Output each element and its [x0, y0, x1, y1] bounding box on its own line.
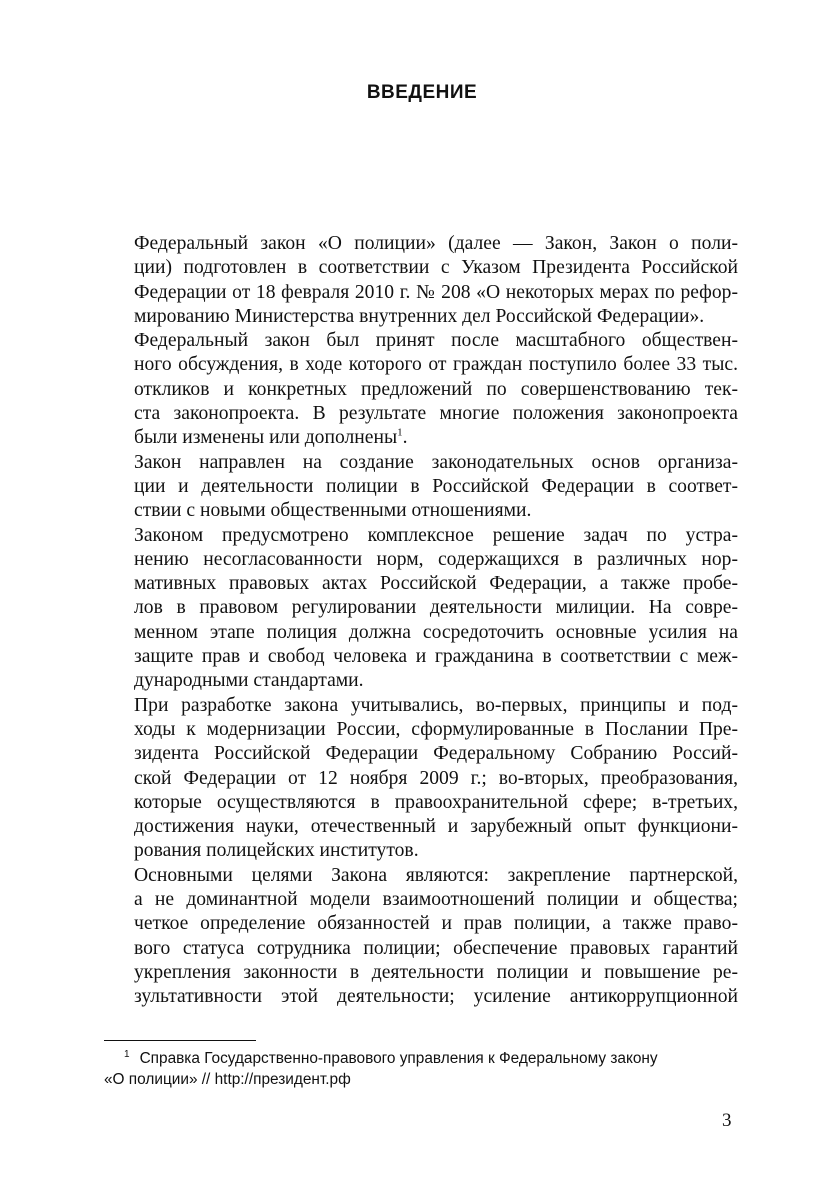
footnote-line: [104, 1048, 738, 1069]
text-line: защите прав и свобод человека и гражданина в соответствии с меж-: [134, 646, 738, 668]
text-line: Законом предусмотрено комплексное решение задач по устра-: [134, 524, 738, 546]
paragraph-5: [104, 694, 738, 864]
text-line: ного обсуждения, в ходе которого от граждан поступило более 33 тыс.: [134, 354, 738, 376]
text-line: Закон направлен на создание законодательных основ организа-: [134, 451, 738, 473]
text-line: укрепления законности в деятельности полиции и повышение ре-: [134, 961, 738, 983]
paragraph-3: [104, 451, 738, 524]
page-number: 3: [722, 1110, 732, 1131]
text-line: которые осуществляются в правоохранительной сфере; в-третьих,: [134, 791, 738, 813]
text-line: При разработке закона учитывались, во-первых, принципы и под-: [134, 694, 738, 716]
text-line: вого статуса сотрудника полиции; обеспечение правовых гарантий: [134, 937, 738, 959]
text-line: нению несогласованности норм, содержащихся в различных нор-: [134, 548, 738, 570]
text-line: дународными стандартами.: [134, 670, 364, 692]
text-line: зидента Российской Федерации Федеральному Собранию Россий-: [134, 743, 738, 765]
footnote-reference[interactable]: 1: [397, 426, 403, 439]
text-line: а не доминантной модели взаимоотношений полиции и общества;: [134, 889, 738, 911]
paragraph-4: [104, 524, 738, 694]
paragraph-6: [104, 864, 738, 1010]
footnote-line[interactable]: «О полиции» // http://президент.рф: [104, 1071, 351, 1088]
text-line: ста законопроекта. В результате многие положения законопроекта: [134, 403, 738, 425]
text-line-content: были изменены или дополнены: [134, 427, 398, 449]
footnote-number: 1: [124, 1048, 130, 1060]
text-line: Федерации от 18 февраля 2010 г. № 208 «О некоторых мерах по рефор-: [134, 281, 738, 303]
text-line: ской Федерации от 12 ноября 2009 г.; во-вторых, преобразования,: [134, 767, 738, 789]
text-line: рования полицейских институтов.: [134, 840, 419, 862]
text-line: ходы к модернизации России, сформулированные в Послании Пре-: [134, 718, 738, 740]
text-line: достижения науки, отечественный и зарубежный опыт функциони-: [134, 816, 738, 838]
text-line: менном этапе полиция должна сосредоточить основные усилия на: [134, 621, 738, 643]
text-line: ции) подготовлен в соответствии с Указом Президента Российской: [134, 257, 738, 279]
text-line: ствии с новыми общественными отношениями.: [134, 500, 532, 522]
text-line: ции и деятельности полиции в Российской Федерации в соответ-: [134, 475, 738, 497]
footnote: [104, 1048, 738, 1090]
text-line: откликов и конкретных предложений по совершенствованию тек-: [134, 378, 738, 400]
footnote-text: Справка Государственно-правового управления к Федеральному закону: [139, 1050, 658, 1067]
body-text: [104, 232, 738, 1010]
text-line: мированию Министерства внутренних дел Российской Федерации».: [134, 305, 705, 327]
section-heading: ВВЕДЕНИЕ: [366, 82, 478, 103]
text-line: мативных правовых актах Российской Федерации, а также пробе-: [134, 573, 738, 595]
sentence-end: .: [402, 427, 408, 449]
text-line: Федеральный закон «О полиции» (далее — Закон, Закон о поли-: [134, 233, 738, 254]
footnote-divider: [104, 1040, 256, 1041]
text-line: Федеральный закон был принят после масштабного обществен-: [134, 330, 738, 352]
paragraph-1: [104, 232, 738, 329]
text-line: зультативности этой деятельности; усиление антикоррупционной: [134, 986, 738, 1008]
text-line: [104, 426, 738, 450]
text-line: четкое определение обязанностей и прав полиции, а также право-: [134, 913, 738, 935]
paragraph-2: [104, 329, 738, 450]
text-line: лов в правовом регулировании деятельности милиции. На совре-: [134, 597, 738, 619]
text-line: Основными целями Закона являются: закрепление партнерской,: [134, 864, 738, 886]
